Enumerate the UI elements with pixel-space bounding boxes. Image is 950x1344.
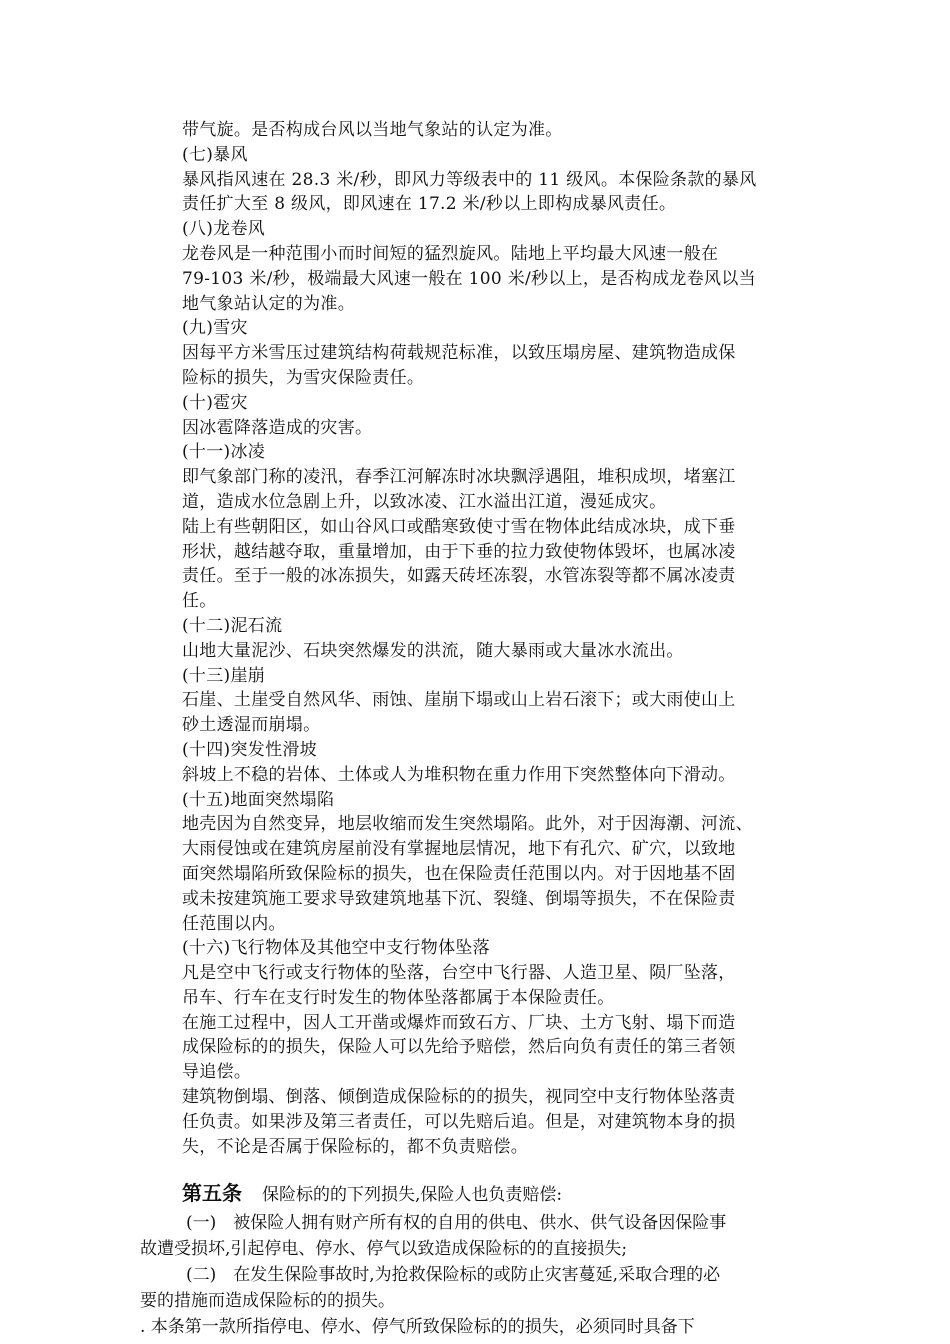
article-item-line: 要的措施而造成保险标的的损失。: [140, 1291, 395, 1311]
text-line: 斜坡上不稳的岩体、土体或人为堆积物在重力作用下突然整体向下滑动。: [182, 764, 736, 785]
text-line: (十二)泥石流: [182, 615, 283, 636]
article-number: 第五条: [182, 1181, 242, 1205]
text-line: (七)暴风: [182, 144, 248, 165]
text-line: 成保险标的的损失，保险人可以先给予赔偿，然后向负有责任的第三者领: [182, 1037, 736, 1058]
text-line: 因冰雹降落造成的灾害。: [182, 417, 373, 438]
text-line: 地气象站认定的为准。: [182, 293, 355, 314]
text-line: 任范围以内。: [182, 913, 286, 934]
text-line: (十六)飞行物体及其他空中支行物体坠落: [182, 938, 490, 959]
text-line: 责任。至于一般的冰冻损失，如露天砖坯冻裂，水管冻裂等都不属冰凌责: [182, 566, 736, 587]
text-line: 因每平方米雪压过建筑结构荷载规范标准，以致压塌房屋、建筑物造成保: [182, 343, 736, 364]
article-heading: [140, 1178, 830, 1210]
text-line: 形状，越结越夺取，重量增加，由于下垂的拉力致使物体毁坏，也属冰凌: [182, 541, 736, 562]
text-line: (十四)突发性滑坡: [182, 739, 317, 760]
text-line: (八)龙卷风: [182, 219, 266, 240]
text-line: 或未按建筑施工要求导致建筑地基下沉、裂缝、倒塌等损失，不在保险责: [182, 888, 736, 909]
text-line: 大雨侵蚀或在建筑房屋前没有掌握地层情况，地下有孔穴、矿穴，以致地: [182, 839, 736, 860]
text-line: 龙卷风是一种范围小而时间短的猛烈旋风。陆地上平均最大风速一般在: [182, 243, 719, 264]
text-line: 责任扩大至 8 级风，即风速在 17.2 米/秒以上即构成暴风责任。: [182, 194, 677, 215]
text-line: (十五)地面突然塌陷: [182, 789, 335, 810]
text-line: 石崖、土崖受自然风华、雨蚀、崖崩下塌或山上岩石滚下；或大雨使山上: [182, 690, 736, 711]
text-line: 79-103 米/秒，极端最大风速一般在 100 米/秒以上，是否构成龙卷风以当: [182, 268, 756, 289]
text-line: 凡是空中飞行或支行物体的坠落，台空中飞行器、人造卫星、陨厂坠落，: [182, 963, 736, 984]
text-line: (十)雹灾: [182, 392, 248, 413]
text-line: 砂土透湿而崩塌。: [182, 715, 321, 736]
text-line: 暴风指风速在 28.3 米/秒，即风力等级表中的 11 级风。本保险条款的暴风: [182, 169, 757, 190]
text-line: (九)雪灾: [182, 318, 248, 339]
text-line: 即气象部门称的凌汛，春季江河解冻时冰块飘浮遇阻，堆积成坝，堵塞江: [182, 467, 736, 488]
text-line: (十三)崖崩: [182, 665, 266, 686]
text-line: 在施工过程中，因人工开凿或爆炸而致石方、厂块、土方飞射、塌下而造: [182, 1012, 736, 1033]
article-items: [140, 1210, 830, 1340]
text-line: 失，不论是否属于保险标的，都不负责赔偿。: [182, 1136, 528, 1157]
text-line: 险标的损失，为雪灾保险责任。: [182, 367, 425, 388]
text-line: 建筑物倒塌、倒落、倾倒造成保险标的的损失，视同空中支行物体坠落责: [182, 1087, 736, 1108]
text-line: 面突然塌陷所致保险标的损失，也在保险责任范围以内。对于因地基不固: [182, 863, 736, 884]
article-item-line: (一) 被保险人拥有财产所有权的自用的供电、供水、供气设备因保险事: [186, 1213, 727, 1233]
text-line: 任负责。如果涉及第三者责任，可以先赔后追。但是，对建筑物本身的损: [182, 1111, 736, 1132]
article-item-line: (二) 在发生保险事故时,为抢救保险标的或防止灾害蔓延,采取合理的必: [186, 1265, 721, 1285]
text-line: 陆上有些朝阳区，如山谷风口或酷寒致使寸雪在物体此结成冰块，成下垂: [182, 516, 736, 537]
text-line: (十一)冰凌: [182, 442, 266, 463]
article-heading-text: 保险标的的下列损失,保险人也负责赔偿:: [262, 1185, 563, 1205]
text-line: 道，造成水位急剧上升，以致冰凌、江水溢出江道，漫延成灾。: [182, 491, 667, 512]
text-line: 导追偿。: [182, 1062, 252, 1083]
article-five: [140, 1178, 830, 1340]
text-line: 地壳因为自然变异，地层收缩而发生突然塌陷。此外，对于因海潮、河流、: [182, 814, 753, 835]
text-line: 吊车、行车在支行时发生的物体坠落都属于本保险责任。: [182, 987, 615, 1008]
text-line: 带气旋。是否构成台风以当地气象站的认定为准。: [182, 120, 563, 140]
article-item-line: 故遭受损坏,引起停电、停水、停气以致造成保险标的的直接损失;: [140, 1239, 628, 1259]
article-item-line: . 本条第一款所指停电、停水、停气所致保险标的的损失，必须同时具备下: [140, 1317, 695, 1337]
text-line: 山地大量泥沙、石块突然爆发的洪流，随大暴雨或大量冰水流出。: [182, 640, 684, 661]
clause-text-column: [182, 118, 822, 1159]
text-line: 任。: [182, 591, 217, 612]
